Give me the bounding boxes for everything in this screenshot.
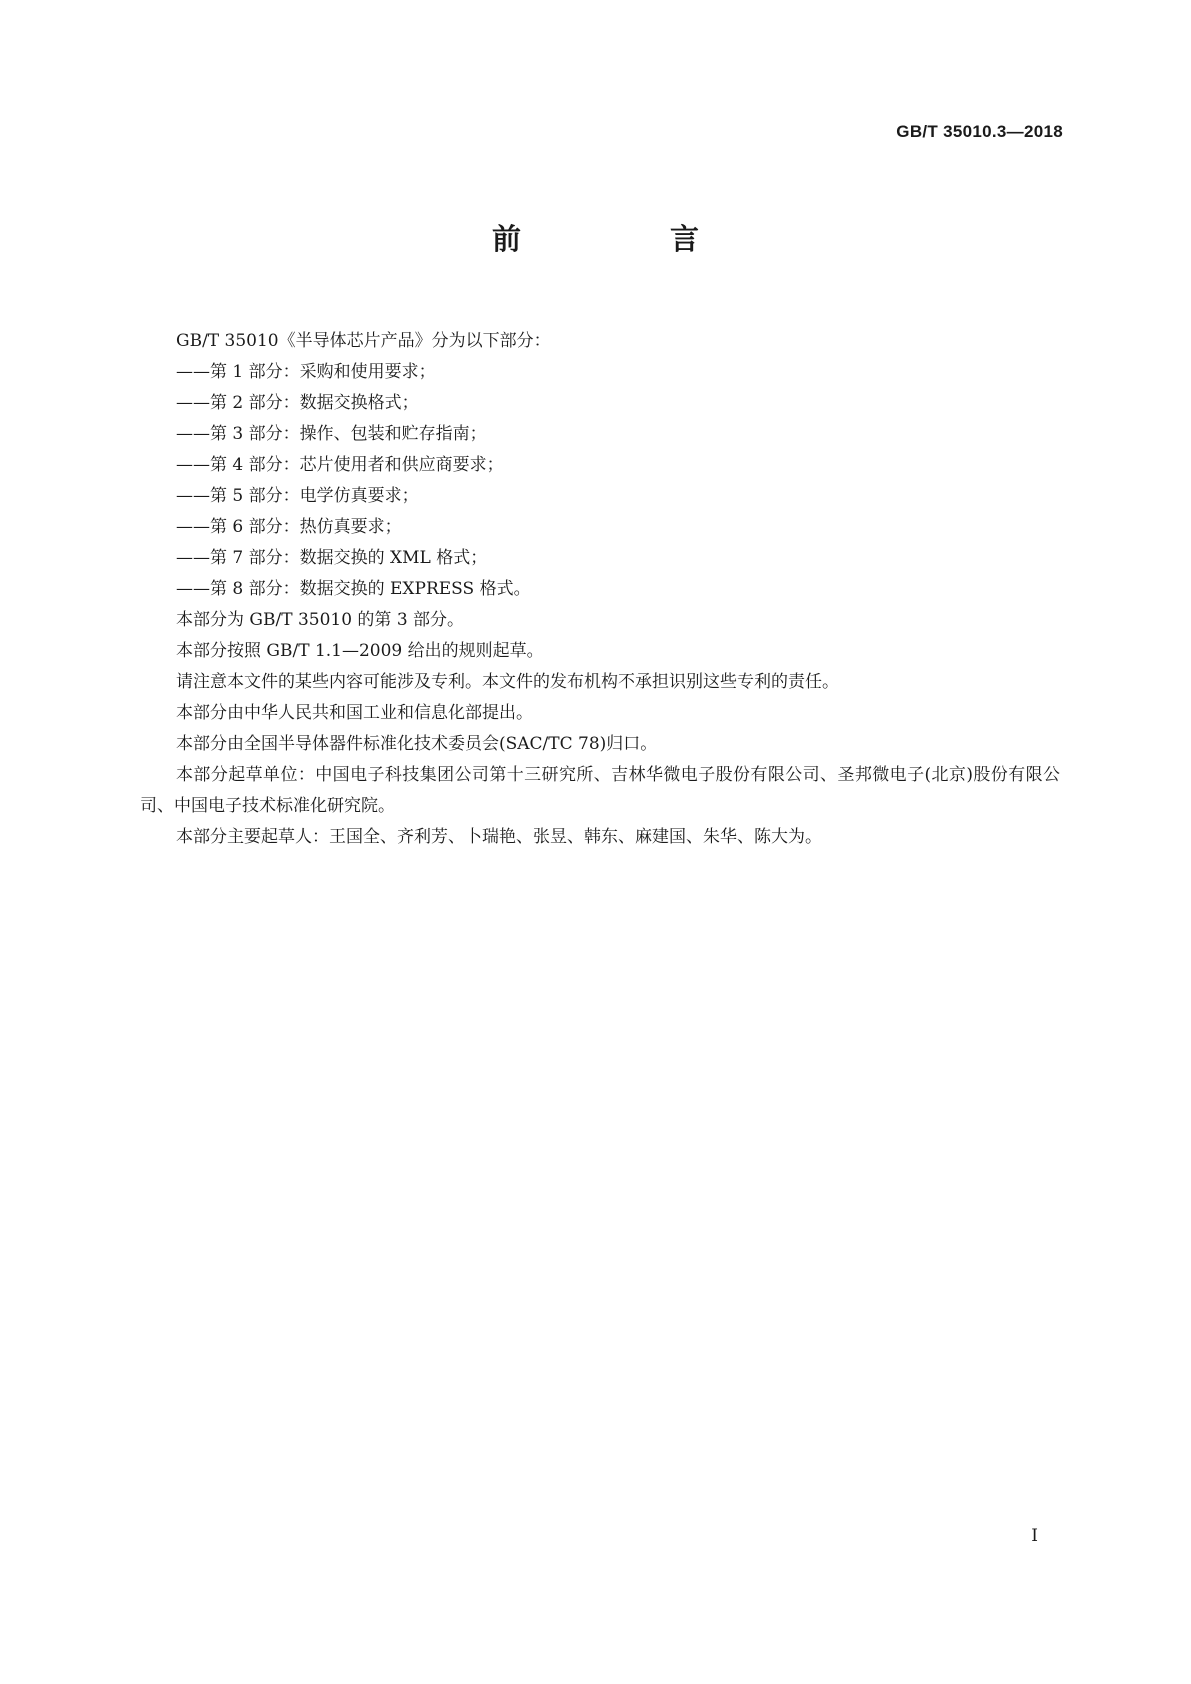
paragraph-drafting-rules: 本部分按照 GB/T 1.1—2009 给出的规则起草。 xyxy=(176,641,544,661)
intro-paragraph: GB/T 35010《半导体芯片产品》分为以下部分： xyxy=(176,331,551,351)
page-number: I xyxy=(1031,1526,1038,1546)
paragraph-proposed-by: 本部分由中华人民共和国工业和信息化部提出。 xyxy=(176,703,533,723)
paragraph-patent-notice: 请注意本文件的某些内容可能涉及专利。本文件的发布机构不承担识别这些专利的责任。 xyxy=(176,672,839,692)
page-title: 前 言 xyxy=(491,222,759,256)
list-item-part-1: ——第 1 部分：采购和使用要求； xyxy=(176,362,436,382)
list-item-part-6: ——第 6 部分：热仿真要求； xyxy=(176,517,402,537)
list-item-part-5: ——第 5 部分：电学仿真要求； xyxy=(176,486,419,506)
list-item-part-8: ——第 8 部分：数据交换的 EXPRESS 格式。 xyxy=(176,579,531,599)
paragraph-drafters: 本部分主要起草人：王国全、齐利芳、卜瑞艳、张昱、韩东、麻建国、朱华、陈大为。 xyxy=(176,827,822,847)
list-item-part-4: ——第 4 部分：芯片使用者和供应商要求； xyxy=(176,455,504,475)
paragraph-drafting-units: 本部分起草单位：中国电子科技集团公司第十三研究所、吉林华微电子股份有限公司、圣邦微电子(北京)股份有限公司、中国电子技术标准化研究院。 xyxy=(140,765,1060,816)
list-item-part-3: ——第 3 部分：操作、包装和贮存指南； xyxy=(176,424,487,444)
foreword-content xyxy=(140,326,1060,853)
paragraph-administered-by: 本部分由全国半导体器件标准化技术委员会(SAC/TC 78)归口。 xyxy=(176,734,658,754)
standard-code-header: GB/T 35010.3—2018 xyxy=(896,122,1063,141)
paragraph-part-statement: 本部分为 GB/T 35010 的第 3 部分。 xyxy=(176,610,465,630)
list-item-part-7: ——第 7 部分：数据交换的 XML 格式； xyxy=(176,548,488,568)
list-item-part-2: ——第 2 部分：数据交换格式； xyxy=(176,393,419,413)
